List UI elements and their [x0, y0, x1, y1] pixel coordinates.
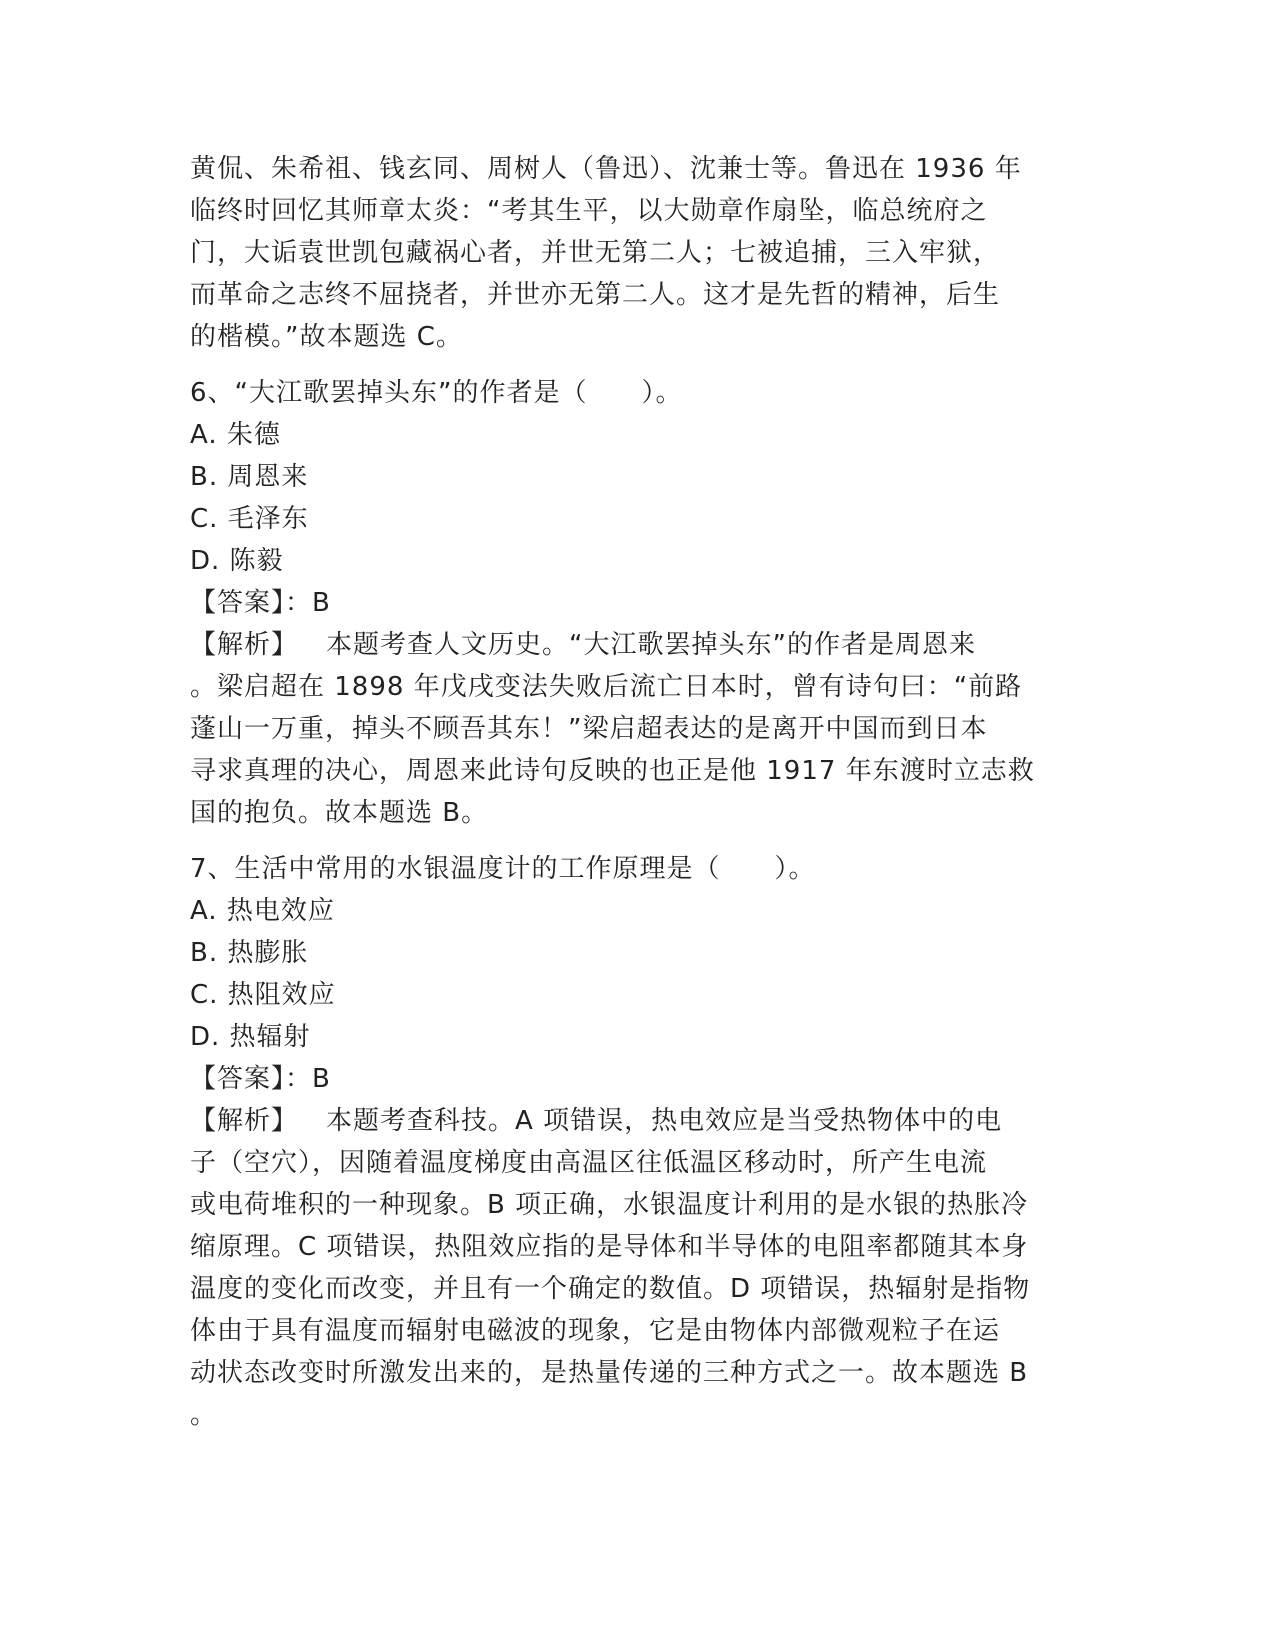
option-c: C. 毛泽东: [190, 504, 309, 534]
answer-line: 【答案】：B: [190, 1064, 331, 1094]
analysis-first-line: [190, 1100, 1090, 1142]
intro-paragraph: [190, 148, 1090, 358]
analysis-text: 本题考查人文历史。“大江歌罢掉头东”的作者是周恩来: [326, 630, 976, 660]
analysis-line: 缩原理。C 项错误，热阻效应指的是导体和半导体的电阻率都随其本身: [190, 1232, 1029, 1262]
analysis-line: 或电荷堆积的一种现象。B 项正确，水银温度计利用的是水银的热胀冷: [190, 1190, 1029, 1220]
analysis-line: 蓬山一万重，掉头不顾吾其东！”梁启超表达的是离开中国而到日本: [190, 714, 988, 744]
analysis-line: 动状态改变时所激发出来的，是热量传递的三种方式之一。故本题选 B: [190, 1358, 1029, 1388]
analysis-line: 国的抱负。故本题选 B。: [190, 798, 489, 828]
analysis-label: 【解析】: [190, 1106, 299, 1136]
option-d: D. 热辐射: [190, 1022, 311, 1052]
question-6: [190, 372, 1090, 834]
analysis-text: 本题考查科技。A 项错误，热电效应是当受热物体中的电: [326, 1106, 1003, 1136]
text-line: 而革命之志终不屈挠者，并世亦无第二人。这才是先哲的精神，后生: [190, 280, 1001, 310]
analysis-line: 。梁启超在 1898 年戊戌变法失败后流亡日本时，曾有诗句曰：“前路: [190, 672, 1023, 702]
document-page: [190, 148, 1090, 1436]
analysis-first-line: [190, 624, 1090, 666]
analysis-line: 寻求真理的决心，周恩来此诗句反映的也正是他 1917 年东渡时立志救: [190, 756, 1035, 786]
analysis-line: 温度的变化而改变，并且有一个确定的数值。D 项错误，热辐射是指物: [190, 1274, 1031, 1304]
option-a: A. 朱德: [190, 420, 281, 450]
text-line: 门，大诟袁世凯包藏祸心者，并世无第二人；七被追捕，三入牢狱，: [190, 238, 1001, 268]
option-a: A. 热电效应: [190, 896, 335, 926]
analysis-line: 体由于具有温度而辐射电磁波的现象，它是由物体内部微观粒子在运: [190, 1316, 1001, 1346]
analysis-label: 【解析】: [190, 630, 299, 660]
option-b: B. 热膨胀: [190, 938, 309, 968]
analysis-line: 。: [190, 1400, 218, 1430]
spacer: [190, 834, 1090, 848]
analysis-line: 子（空穴），因随着温度梯度由高温区往低温区移动时，所产生电流: [190, 1148, 988, 1178]
spacer: [190, 358, 1090, 372]
text-line: 黄侃、朱希祖、钱玄同、周树人（鲁迅）、沈兼士等。鲁迅在 1936 年: [190, 154, 1022, 184]
answer-line: 【答案】：B: [190, 588, 331, 618]
option-c: C. 热阻效应: [190, 980, 336, 1010]
text-line: 临终时回忆其师章太炎：“考其生平，以大勋章作扇坠，临总统府之: [190, 196, 988, 226]
option-b: B. 周恩来: [190, 462, 309, 492]
question-text: 6、“大江歌罢掉头东”的作者是（ ）。: [190, 378, 683, 408]
option-d: D. 陈毅: [190, 546, 284, 576]
question-7: [190, 848, 1090, 1436]
question-text: 7、生活中常用的水银温度计的工作原理是（ ）。: [190, 854, 816, 884]
text-line: 的楷模。”故本题选 C。: [190, 322, 463, 352]
